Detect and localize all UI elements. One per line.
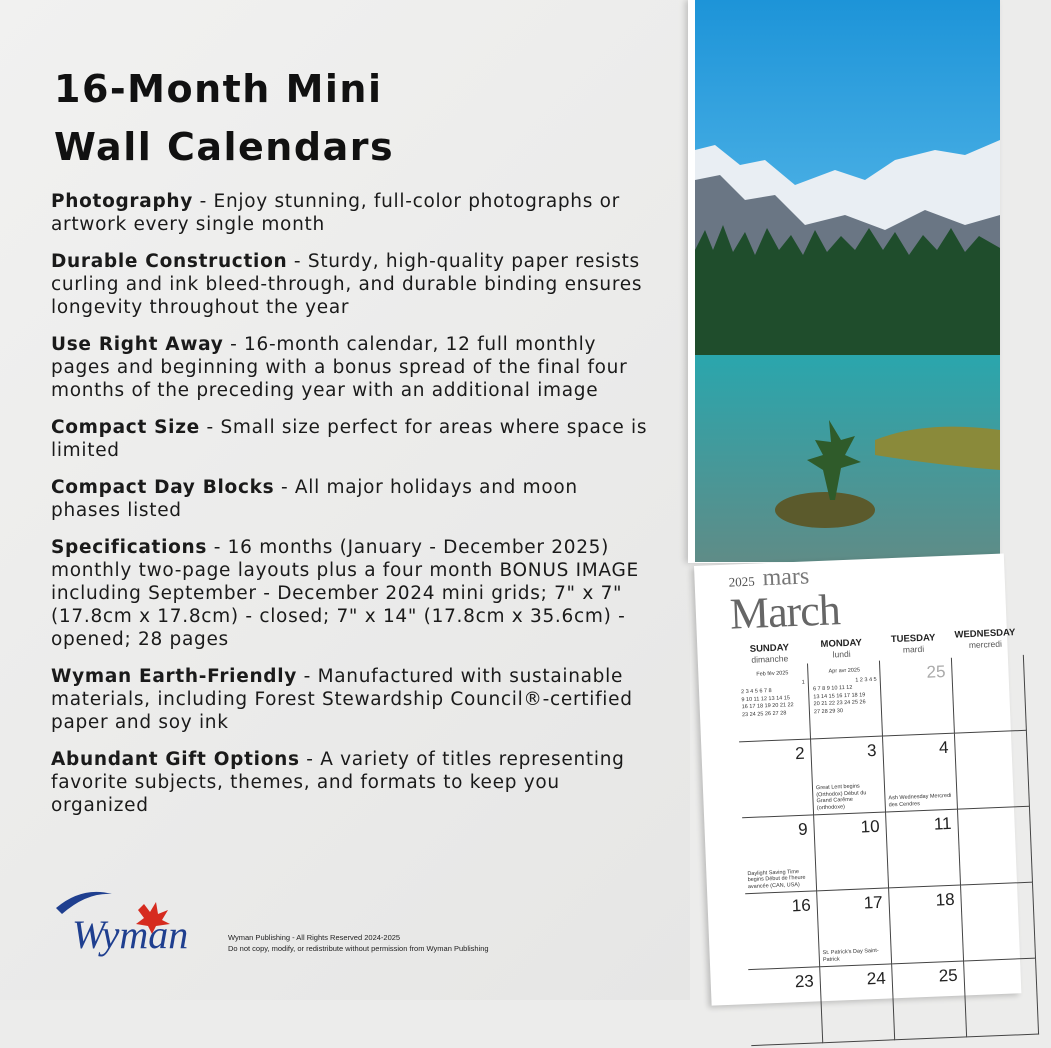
logo-swoosh-icon: [56, 892, 112, 914]
feature-text: - 16-month calendar, 12 full monthly pages and beginning with a bonus spread of the final four months of the preceding year with an additional image: [51, 334, 628, 401]
feature-text: - Manufactured with sustainable materials, including Forest Stewardship Council®-certified paper and soy ink: [51, 666, 633, 733]
feature-heading: Specifications: [51, 537, 208, 558]
day-number: 2: [794, 743, 805, 764]
feature-item: [51, 476, 651, 522]
day-cell: [883, 734, 958, 813]
day-cell: [745, 891, 820, 970]
day-header-sunday: SUNDAY dimanche: [749, 642, 790, 665]
day-number: 17: [863, 892, 884, 913]
day-number: 4: [938, 737, 949, 758]
feature-item: [51, 190, 651, 236]
day-number: 16: [791, 895, 812, 916]
mini-calendar-apr: Apr avr 2025 1 2 3 4 5 6 7 8 9 10 11 12 13 14 15 16 17 18 19 20 21 22 23 24 25 26 27 28 29 30: [812, 667, 877, 715]
feature-text: - 16 months (January - December 2025) monthly two-page layouts plus a four month BONUS IMAGE including September - December 2024 mini grids; 7" x 7" (17.8cm x 17.8cm) - closed; 7" x 14" (17.8cm x 35.6cm) - opened; 28 pages: [51, 537, 639, 650]
day-number: 24: [866, 968, 887, 989]
feature-item: [51, 748, 651, 817]
feature-text: - Sturdy, high-quality paper resists curling and ink bleed-through, and durable binding ensures longevity throughout the year: [51, 251, 643, 318]
logo-text: Wyman: [72, 912, 189, 957]
calendar-grid: [736, 654, 1050, 1026]
day-cell: [811, 737, 886, 816]
day-number: 10: [860, 816, 880, 837]
day-number: 3: [866, 740, 877, 761]
day-number: 25: [938, 965, 959, 986]
feature-text: - A variety of titles representing favorite subjects, themes, and formats to keep you organized: [51, 749, 625, 816]
feature-item: [51, 536, 651, 651]
legal-line-2: Do not copy, modify, or redistribute without permission from Wyman Publishing: [228, 944, 489, 953]
feature-heading: Abundant Gift Options: [51, 749, 300, 770]
photo-page: [688, 0, 1000, 563]
feature-item: [51, 250, 651, 319]
feature-text: - Small size perfect for areas where space is limited: [51, 417, 648, 461]
day-number: 9: [797, 819, 809, 840]
day-cell: [814, 812, 889, 891]
title-line-1: 16-Month Mini: [54, 67, 383, 111]
day-cell: [820, 964, 895, 1043]
day-cell: [817, 888, 892, 967]
mini-calendar-feb: Feb fév 2025 1 2 3 4 5 6 7 8 9 10 11 12 13 14 15 16 17 18 19 20 21 22 23 24 25 26 27 28: [740, 670, 805, 718]
day-cell: [736, 664, 811, 743]
legal-line-1: Wyman Publishing - All Rights Reserved 2024-2025: [228, 933, 401, 942]
day-cell: [964, 959, 1039, 1038]
feature-heading: Compact Day Blocks: [51, 477, 275, 498]
holiday-note: Daylight Saving Time begins Début de l'heure avancée (CAN, USA): [747, 868, 806, 890]
day-cell: [958, 807, 1033, 886]
day-number: 18: [935, 889, 955, 910]
month-name-en: March: [728, 585, 841, 639]
day-number: 23: [794, 971, 815, 992]
title-line-2: Wall Calendars: [54, 125, 395, 169]
feature-text: - Enjoy stunning, full-color photographs or artwork every single month: [51, 191, 620, 235]
feature-heading: Wyman Earth-Friendly: [51, 666, 298, 687]
day-cell: [742, 815, 817, 894]
day-cell: [889, 886, 964, 965]
holiday-note: Great Lent begins (Orthodox) Début du Grand Carême (orthodoxe): [815, 783, 867, 811]
feature-text: - All major holidays and moon phases listed: [51, 477, 578, 521]
day-number: 11: [933, 813, 952, 834]
feature-item: [51, 416, 651, 462]
calendar-preview: [680, 0, 1016, 1000]
landscape-photo: [695, 0, 1000, 562]
calendar-year: 2025: [728, 573, 755, 590]
day-cell: [886, 810, 961, 889]
feature-list: [51, 190, 651, 831]
day-cell: [808, 661, 883, 740]
feature-heading: Photography: [51, 191, 194, 212]
calendar-page: [694, 554, 1021, 1006]
day-cell: [961, 883, 1036, 962]
holiday-note: Ash Wednesday Mercredi des Cendres: [888, 792, 952, 808]
holiday-note: St. Patrick's Day Saint-Patrick: [822, 947, 879, 963]
page-title: [54, 60, 654, 176]
day-header-monday: MONDAY lundi: [820, 637, 863, 660]
day-cell: [880, 658, 955, 737]
wyman-logo: [52, 884, 222, 962]
legal-notice: [228, 932, 489, 954]
day-cell: [955, 731, 1030, 810]
feature-heading: Durable Construction: [51, 251, 288, 272]
day-cell: [892, 961, 967, 1040]
feature-heading: Compact Size: [51, 417, 200, 438]
month-name-fr: mars: [762, 563, 810, 592]
feature-heading: Use Right Away: [51, 334, 224, 355]
day-cell: [739, 739, 814, 818]
day-header-wednesday: WEDNESDAY mercredi: [954, 627, 1016, 651]
feature-item: [51, 333, 651, 402]
feature-item: [51, 665, 651, 734]
day-cell: [952, 655, 1027, 734]
day-cell: [748, 967, 823, 1046]
day-header-tuesday: TUESDAY mardi: [890, 632, 936, 655]
day-number: 25: [926, 662, 946, 682]
